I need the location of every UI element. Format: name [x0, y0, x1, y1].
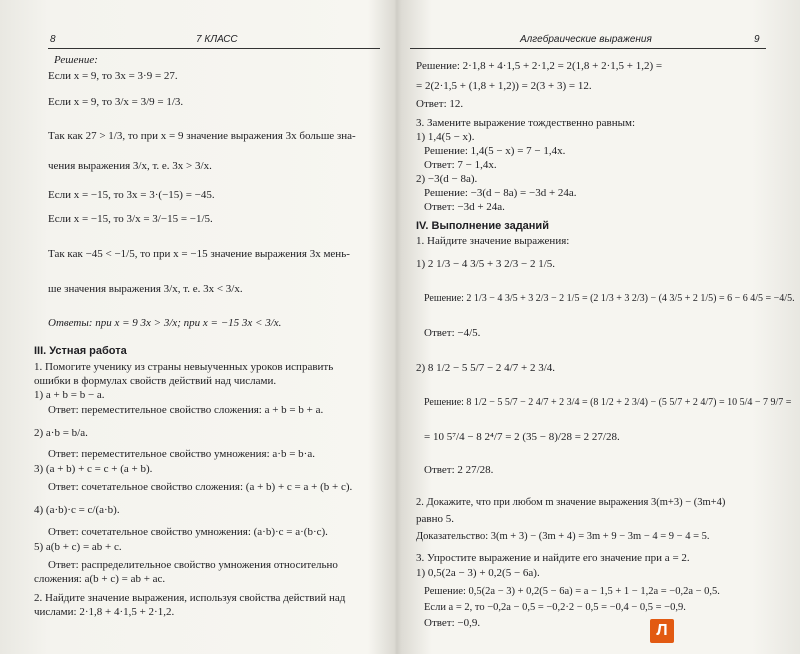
page-number: 8	[50, 34, 56, 45]
running-head: Алгебраические выражения	[520, 34, 652, 45]
text-line: 4) (a·b)·c = c/(a·b).	[34, 504, 120, 516]
text-line: 2. Докажите, что при любом m значение выражения 3(m+3) − (3m+4)	[416, 497, 726, 508]
text-line: сложения: a(b + c) = ab + ac.	[34, 573, 166, 585]
header-rule	[410, 48, 766, 49]
left-page	[0, 0, 392, 654]
text-line: Решение: 1,4(5 − x) = 7 − 1,4x.	[424, 145, 566, 157]
answer-line: Ответ: сочетательное свойство сложения: (a + b) + c = a + (b + c).	[48, 481, 353, 493]
answer-line: Ответ: 2 27/28.	[424, 464, 494, 476]
text-line: равно 5.	[416, 513, 454, 525]
section-heading: III. Устная работа	[34, 345, 127, 357]
answer-line: Ответ: 12.	[416, 98, 464, 110]
text-line: ше значения выражения 3/x, т. е. 3x < 3/x.	[48, 283, 243, 295]
text-line: Если x = −15, то 3x = 3·(−15) = −45.	[48, 189, 215, 201]
answer-line: Ответ: переместительное свойство сложения: a + b = b + a.	[48, 404, 324, 416]
text-line: 1) 1,4(5 − x).	[416, 131, 475, 143]
text-line: 1) a + b = b − a.	[34, 389, 105, 401]
text-line: Решение: 2·1,8 + 4·1,5 + 2·1,2 = 2(1,8 + 2·1,5 + 1,2) =	[416, 60, 663, 72]
text-line: Доказательство: 3(m + 3) − (3m + 4) = 3m + 9 − 3m − 4 = 9 − 4 = 5.	[416, 531, 710, 542]
right-page	[400, 0, 800, 654]
text-line: Решение: 2 1/3 − 4 3/5 + 3 2/3 − 2 1/5 = (2 1/3 + 3 2/3) − (4 3/5 + 2 1/5) = 6 − 6 4/5 = −4/5.	[424, 293, 795, 304]
answer-line: Ответ: −3d + 24a.	[424, 201, 505, 213]
text-line: 3) (a + b) + c = c + (a + b).	[34, 463, 153, 475]
text-line: = 10 5⁷/4 − 8 2⁴/7 = 2 (35 − 8)/28 = 2 27/28.	[424, 431, 620, 443]
text-line: Если x = −15, то 3/x = 3/−15 = −1/5.	[48, 213, 213, 225]
running-head: 7 КЛАСС	[196, 34, 238, 45]
text-line: 1) 0,5(2a − 3) + 0,2(5 − 6a).	[416, 567, 540, 579]
text-line: 5) a(b + c) = ab + c.	[34, 541, 122, 553]
answer-line: Ответ: распределительное свойство умножения относительно	[48, 559, 338, 571]
answer-line: Ответ: −0,9.	[424, 617, 481, 629]
text-line: Так как −45 < −1/5, то при x = −15 значение выражения 3x мень-	[48, 248, 350, 260]
text-line: 2) a·b = b/a.	[34, 427, 88, 439]
text-line: 1) 2 1/3 − 4 3/5 + 3 2/3 − 2 1/5.	[416, 258, 555, 270]
text-line: 2) 8 1/2 − 5 5/7 − 2 4/7 + 2 3/4.	[416, 362, 555, 374]
text-line: чения выражения 3/x, т. е. 3x > 3/x.	[48, 160, 212, 172]
answer-line: Ответы: при x = 9 3x > 3/x; при x = −15 3x < 3/x.	[48, 317, 282, 329]
section-heading: IV. Выполнение заданий	[416, 220, 549, 232]
text-line: 3. Замените выражение тождественно равным:	[416, 117, 635, 129]
text-line: 3. Упростите выражение и найдите его значение при a = 2.	[416, 552, 690, 564]
text-line: 1. Помогите ученику из страны невыученных уроков исправить	[34, 361, 334, 373]
answer-line: Ответ: переместительное свойство умножения: a·b = b·a.	[48, 448, 315, 460]
text-line: 1. Найдите значение выражения:	[416, 235, 570, 247]
text-line: Решение: 0,5(2a − 3) + 0,2(5 − 6a) = a − 1,5 + 1 − 1,2a = −0,2a − 0,5.	[424, 586, 720, 597]
text-line: ошибки в формулах свойств действий над числами.	[34, 375, 277, 387]
header-rule	[48, 48, 380, 49]
text-line: Решение: −3(d − 8a) = −3d + 24a.	[424, 187, 577, 199]
text-line: 2. Найдите значение выражения, используя свойства действий над	[34, 592, 346, 604]
text-line: 2) −3(d − 8a).	[416, 173, 478, 185]
text-line: Если x = 9, то 3x = 3·9 = 27.	[48, 70, 178, 82]
page-number: 9	[754, 34, 760, 45]
answer-line: Ответ: 7 − 1,4x.	[424, 159, 497, 171]
text-line: числами: 2·1,8 + 4·1,5 + 2·1,2.	[34, 606, 175, 618]
publisher-logo: Л	[650, 619, 674, 643]
answer-line: Ответ: сочетательное свойство умножения: (a·b)·c = a·(b·c).	[48, 526, 328, 538]
text-line: Если x = 9, то 3/x = 3/9 = 1/3.	[48, 96, 184, 108]
answer-line: Ответ: −4/5.	[424, 327, 481, 339]
text-line: Решение: 8 1/2 − 5 5/7 − 2 4/7 + 2 3/4 = (8 1/2 + 2 3/4) − (5 5/7 + 2 4/7) = 10 5/4 − 7 9/7 =	[424, 397, 792, 408]
text-line: = 2(2·1,5 + (1,8 + 1,2)) = 2(3 + 3) = 12.	[416, 80, 592, 92]
text-line: Решение:	[54, 54, 98, 66]
text-line: Так как 27 > 1/3, то при x = 9 значение выражения 3x больше зна-	[48, 130, 356, 142]
text-line: Если a = 2, то −0,2a − 0,5 = −0,2·2 − 0,5 = −0,4 − 0,5 = −0,9.	[424, 602, 686, 613]
